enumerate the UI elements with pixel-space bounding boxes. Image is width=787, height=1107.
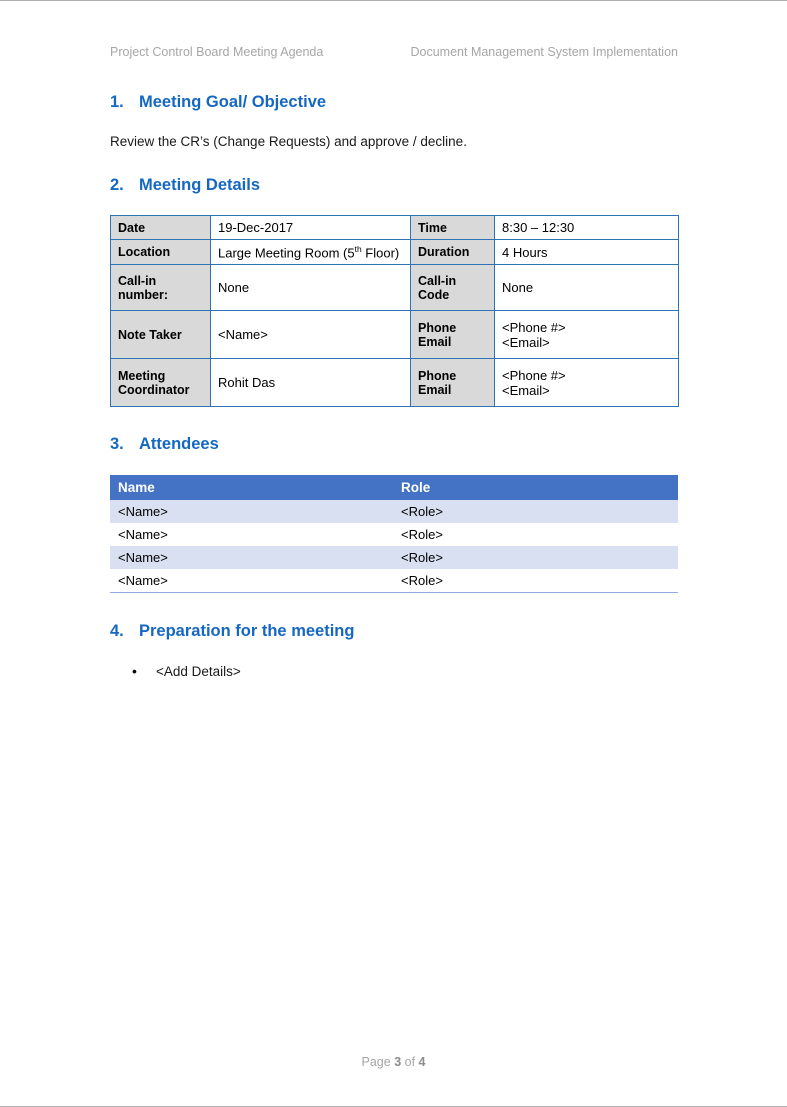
details-value-location (211, 240, 411, 265)
details-value-phone-email-note-taker (495, 311, 679, 359)
details-label-duration: Duration (411, 240, 495, 265)
note-taker-phone: <Phone #> (502, 319, 566, 335)
location-ordinal-suffix: th (354, 244, 362, 254)
details-value-note-taker: <Name> (211, 311, 411, 359)
attendee-role: <Role> (393, 500, 678, 523)
table-row (111, 359, 679, 407)
preparation-bullet-text: <Add Details> (156, 664, 241, 679)
coordinator-phone: <Phone #> (502, 367, 566, 383)
details-label-phone-email-note-taker: Phone Email (411, 311, 495, 359)
table-row (110, 546, 678, 569)
footer-total-pages: 4 (418, 1055, 426, 1069)
section-title-1: Meeting Goal/ Objective (139, 93, 327, 111)
footer-current-page: 3 (394, 1055, 402, 1069)
details-value-duration: 4 Hours (495, 240, 679, 265)
table-row (111, 240, 679, 265)
section-number-2: 2. (110, 176, 124, 194)
attendee-name: <Name> (110, 500, 393, 523)
section-heading-meeting-details (110, 176, 260, 195)
callin-number-label-text: Call-in number: (118, 273, 168, 302)
attendee-name: <Name> (110, 523, 393, 546)
details-label-phone-email-coordinator: Phone Email (411, 359, 495, 407)
details-label-date: Date (111, 216, 211, 240)
document-running-header (110, 45, 678, 59)
details-label-meeting-coordinator: Meeting Coordinator (111, 359, 211, 407)
section-heading-meeting-goal (110, 93, 326, 112)
attendee-role: <Role> (393, 569, 678, 593)
attendees-column-header-name: Name (110, 475, 393, 500)
details-label-callin-code: Call-in Code (411, 265, 495, 311)
details-label-time: Time (411, 216, 495, 240)
note-taker-email: <Email> (502, 334, 550, 350)
attendees-table (110, 475, 678, 593)
attendees-column-header-role: Role (393, 475, 678, 500)
section-heading-preparation (110, 622, 354, 641)
header-left-text: Project Control Board Meeting Agenda (110, 45, 324, 59)
attendees-header-row (110, 475, 678, 500)
list-item (132, 664, 241, 679)
details-value-date: 19-Dec-2017 (211, 216, 411, 240)
coordinator-email: <Email> (502, 382, 550, 398)
section-title-2: Meeting Details (139, 176, 261, 194)
details-value-meeting-coordinator: Rohit Das (211, 359, 411, 407)
footer-page-prefix: Page (361, 1055, 395, 1069)
location-text-post: Floor) (361, 245, 400, 261)
preparation-bullet-list (132, 664, 241, 679)
meeting-details-table (110, 215, 679, 407)
section-number-1: 1. (110, 93, 124, 111)
table-row (111, 216, 679, 240)
section-title-4: Preparation for the meeting (139, 622, 355, 640)
details-label-note-taker: Note Taker (111, 311, 211, 359)
table-row (110, 523, 678, 546)
section-title-3: Attendees (139, 435, 219, 453)
attendee-name: <Name> (110, 569, 393, 593)
details-value-time: 8:30 – 12:30 (495, 216, 679, 240)
location-text-pre: Large Meeting Room (5 (218, 245, 355, 261)
document-footer (0, 1055, 787, 1069)
attendee-role: <Role> (393, 523, 678, 546)
details-label-location: Location (111, 240, 211, 265)
attendee-role: <Role> (393, 546, 678, 569)
details-value-callin-code: None (495, 265, 679, 311)
details-label-callin-number (111, 265, 211, 311)
section-number-3: 3. (110, 435, 124, 453)
section-heading-attendees (110, 435, 219, 454)
header-right-text: Document Management System Implementation (410, 45, 678, 59)
attendee-name: <Name> (110, 546, 393, 569)
table-row (111, 311, 679, 359)
bullet-point-icon: • (132, 663, 137, 679)
footer-page-middle: of (401, 1055, 419, 1069)
table-row (111, 265, 679, 311)
section-number-4: 4. (110, 622, 124, 640)
details-value-callin-number: None (211, 265, 411, 311)
table-row (110, 500, 678, 523)
table-row (110, 569, 678, 593)
details-value-phone-email-coordinator (495, 359, 679, 407)
meeting-goal-body-text: Review the CR’s (Change Requests) and approve / decline. (110, 134, 467, 149)
